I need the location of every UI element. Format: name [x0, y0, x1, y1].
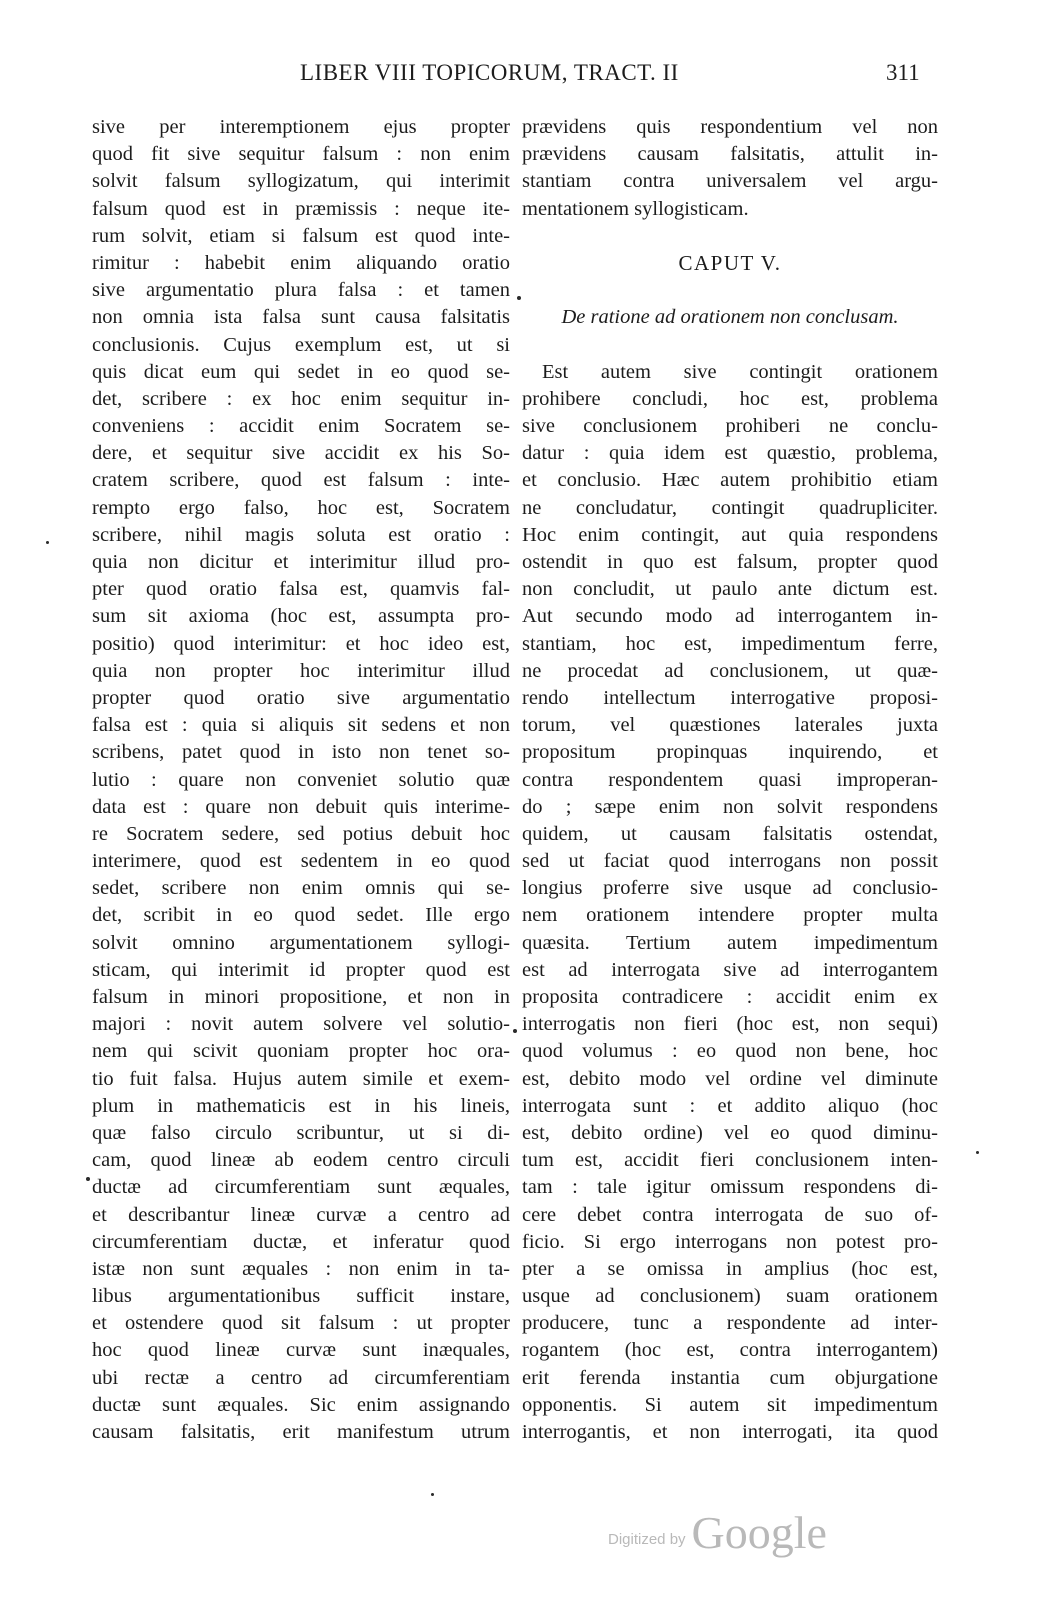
- text-line: hoc quod lineæ curvæ sunt inæquales,: [92, 1339, 510, 1362]
- text-line: falsa est : quia si aliquis sit sedens et non: [92, 714, 510, 737]
- text-line: interimere, quod est sedentem in eo quod: [92, 850, 510, 873]
- text-line: cere debet contra interrogata de suo of-: [522, 1203, 938, 1226]
- text-line: dere, et sequitur sive accidit ex his So-: [92, 442, 510, 465]
- text-line: sed ut faciat quod interrogans non possit: [522, 850, 938, 873]
- text-line: sive conclusionem prohiberi ne conclu-: [522, 415, 938, 438]
- text-line: majori : novit autem solvere vel solutio-: [92, 1013, 510, 1036]
- text-line: stantiam contra universalem vel argu-: [522, 170, 938, 193]
- text-line: quæsita. Tertium autem impedimentum: [522, 931, 938, 954]
- text-line: longius proferre sive usque ad conclusio-: [522, 877, 938, 900]
- text-line: pter a se omissa in amplius (hoc est,: [522, 1257, 938, 1280]
- text-line: Aut secundo modo ad interrogantem in-: [522, 605, 938, 628]
- text-line: ne concludatur, contingit quadrupliciter.: [522, 496, 938, 519]
- text-line: sticam, qui interimit id propter quod est: [92, 958, 510, 981]
- text-line: quidem, ut causam falsitatis ostendat,: [522, 822, 938, 845]
- text-line: non concludit, ut paulo ante dictum est.: [522, 578, 938, 601]
- text-line: cratem scribere, quod est falsum : inte-: [92, 469, 510, 492]
- print-speck: [517, 296, 521, 300]
- text-line: tio fuit falsa. Hujus autem simile et exem-: [92, 1067, 510, 1090]
- text-line: ubi rectæ a centro ad circumferentiam: [92, 1366, 510, 1389]
- text-line: et ostendere quod sit falsum : ut propter: [92, 1312, 510, 1335]
- chapter-v-body: [522, 359, 938, 1447]
- text-line: nem qui scivit quoniam propter hoc ora-: [92, 1040, 510, 1063]
- text-line: quod fit sive sequitur falsum : non enim: [92, 143, 510, 166]
- text-line: et conclusio. Hæc autem prohibitio etiam: [522, 469, 938, 492]
- text-line: prohibere concludi, hoc est, problema: [522, 387, 938, 410]
- text-line: solvit omnino argumentationem syllogi-: [92, 931, 510, 954]
- text-line: erit ferenda instantia cum objurgatione: [522, 1366, 938, 1389]
- text-line: solvit falsum syllogizatum, qui interimit: [92, 170, 510, 193]
- text-line: opponentis. Si autem sit impedimentum: [522, 1393, 938, 1416]
- spacer: [522, 332, 938, 359]
- text-line: quæ falso circulo scribuntur, ut si di-: [92, 1121, 510, 1144]
- chapter-iv-ending: [522, 114, 938, 223]
- digitized-by-google-watermark: [608, 1496, 827, 1556]
- print-speck: [46, 541, 49, 544]
- text-line: propter quod oratio sive argumentatio: [92, 686, 510, 709]
- text-line: nem orationem intendere propter multa: [522, 904, 938, 927]
- text-line: interrogantis, et non interrogati, ita quod: [522, 1421, 938, 1443]
- chapter-heading: CAPUT V.: [678, 250, 782, 275]
- text-line: tam : tale igitur omissum respondens di-: [522, 1176, 938, 1199]
- right-text-column: [522, 114, 938, 1446]
- text-line: quod volumus : eo quod non bene, hoc: [522, 1040, 938, 1063]
- print-speck: [431, 1493, 434, 1496]
- text-line: et describantur lineæ curvæ a centro ad: [92, 1203, 510, 1226]
- text-line: falsum in minori propositione, et non in: [92, 986, 510, 1008]
- text-line: istæ non sunt æquales : non enim in ta-: [92, 1257, 510, 1280]
- left-text-column: [92, 114, 510, 1446]
- text-line: plum in mathematicis est in his lineis,: [92, 1094, 510, 1117]
- text-line: contra respondentem quasi improperan-: [522, 768, 938, 791]
- text-line: sive per interemptionem ejus propter: [92, 116, 510, 138]
- text-line: propositum propinquas inquirendo, et: [522, 741, 938, 764]
- text-line: stantiam, hoc est, impedimentum ferre,: [522, 632, 938, 655]
- text-line: datur : quia idem est quæstio, problema,: [522, 442, 938, 465]
- text-line: ductæ sunt æquales. Sic enim assignando: [92, 1393, 510, 1416]
- text-line: interrogata sunt : et addito aliquo (hoc: [522, 1094, 938, 1117]
- chapter-subtitle: De ratione ad orationem non conclusam.: [561, 306, 899, 329]
- text-line: mentationem syllogisticam.: [522, 197, 749, 220]
- text-line: tum est, accidit fieri conclusionem inten-: [522, 1149, 938, 1172]
- text-line: non omnia ista falsa sunt causa falsitatis: [92, 306, 510, 329]
- text-line: quia non propter hoc interimitur illud: [92, 659, 510, 682]
- google-logo: Google: [691, 1507, 827, 1558]
- text-line: torum, vel quæstiones laterales juxta: [522, 714, 938, 737]
- text-line: proposita contradicere : accidit enim ex: [522, 986, 938, 1008]
- text-line: ostendit in quo est falsum, propter quod: [522, 551, 938, 573]
- text-line: causam falsitatis, erit manifestum utrum: [92, 1421, 510, 1443]
- text-line: interrogatis non fieri (hoc est, non sequi): [522, 1013, 938, 1036]
- text-line: Hoc enim contingit, aut quia respondens: [522, 523, 938, 546]
- text-line: rum solvit, etiam si falsum est quod inte-: [92, 224, 510, 247]
- text-line: libus argumentationibus sufficit instare,: [92, 1285, 510, 1308]
- text-line: rendo intellectum interrogative proposi-: [522, 686, 938, 709]
- text-line: positio) quod interimitur: et hoc ideo est,: [92, 632, 510, 655]
- text-line: lutio : quare non conveniet solutio quæ: [92, 768, 510, 791]
- text-line: est, debito ordine) vel eo quod diminu-: [522, 1121, 938, 1144]
- text-line: est, debito modo vel ordine vel diminute: [522, 1067, 938, 1090]
- text-line: producere, tunc a respondente ad inter-: [522, 1312, 938, 1335]
- text-line: ductæ ad circumferentiam sunt æquales,: [92, 1176, 510, 1199]
- text-line: est ad interrogata sive ad interrogantem: [522, 958, 938, 981]
- text-line: conclusionis. Cujus exemplum est, ut si: [92, 333, 510, 356]
- text-line: sive argumentatio plura falsa : et tamen: [92, 279, 510, 302]
- text-line: quis dicat eum qui sedet in eo quod se-: [92, 360, 510, 383]
- print-speck: [976, 1151, 979, 1154]
- text-line: re Socratem sedere, sed potius debuit hoc: [92, 822, 510, 845]
- spacer: [522, 277, 938, 304]
- text-line: falsum quod est in præmissis : neque ite-: [92, 197, 510, 220]
- text-line: det, scribere : ex hoc enim sequitur in-: [92, 387, 510, 410]
- text-line: conveniens : accidit enim Socratem se-: [92, 415, 510, 438]
- text-line: ficio. Si ergo interrogans non potest pro-: [522, 1230, 938, 1253]
- page-number: 311: [886, 60, 920, 85]
- text-line: rogantem (hoc est, contra interrogantem): [522, 1339, 938, 1362]
- text-line: quia non dicitur et interimitur illud pro-: [92, 551, 510, 573]
- text-line: Est autem sive contingit orationem: [542, 360, 938, 383]
- text-line: usque ad conclusionem) suam orationem: [522, 1285, 938, 1308]
- text-line: sum sit axioma (hoc est, assumpta pro-: [92, 605, 510, 628]
- text-line: rimitur : habebit enim aliquando oratio: [92, 251, 510, 274]
- running-head: LIBER VIII TOPICORUM, TRACT. II: [300, 60, 679, 85]
- text-line: sedet, scribere non enim omnis qui se-: [92, 877, 510, 900]
- print-speck: [513, 1029, 517, 1033]
- text-line: scribens, patet quod in isto non tenet so-: [92, 741, 510, 764]
- text-line: prævidens causam falsitatis, attulit in-: [522, 143, 938, 166]
- print-speck: [86, 1177, 90, 1181]
- text-line: det, scribit in eo quod sedet. Ille ergo: [92, 904, 510, 927]
- spacer: [522, 223, 938, 250]
- text-line: do ; sæpe enim non solvit respondens: [522, 795, 938, 818]
- text-line: ne procedat ad conclusionem, ut quæ-: [522, 659, 938, 682]
- text-line: pter quod oratio falsa est, quamvis fal-: [92, 578, 510, 601]
- text-line: rempto ergo falso, hoc est, Socratem: [92, 496, 510, 519]
- text-line: data est : quare non debuit quis interime-: [92, 795, 510, 818]
- watermark-prefix: Digitized by: [608, 1531, 686, 1548]
- text-line: cam, quod lineæ ab eodem centro circuli: [92, 1149, 510, 1172]
- text-line: scribere, nihil magis soluta est oratio :: [92, 523, 510, 546]
- text-line: prævidens quis respondentium vel non: [522, 116, 938, 138]
- text-line: circumferentiam ductæ, et inferatur quod: [92, 1230, 510, 1253]
